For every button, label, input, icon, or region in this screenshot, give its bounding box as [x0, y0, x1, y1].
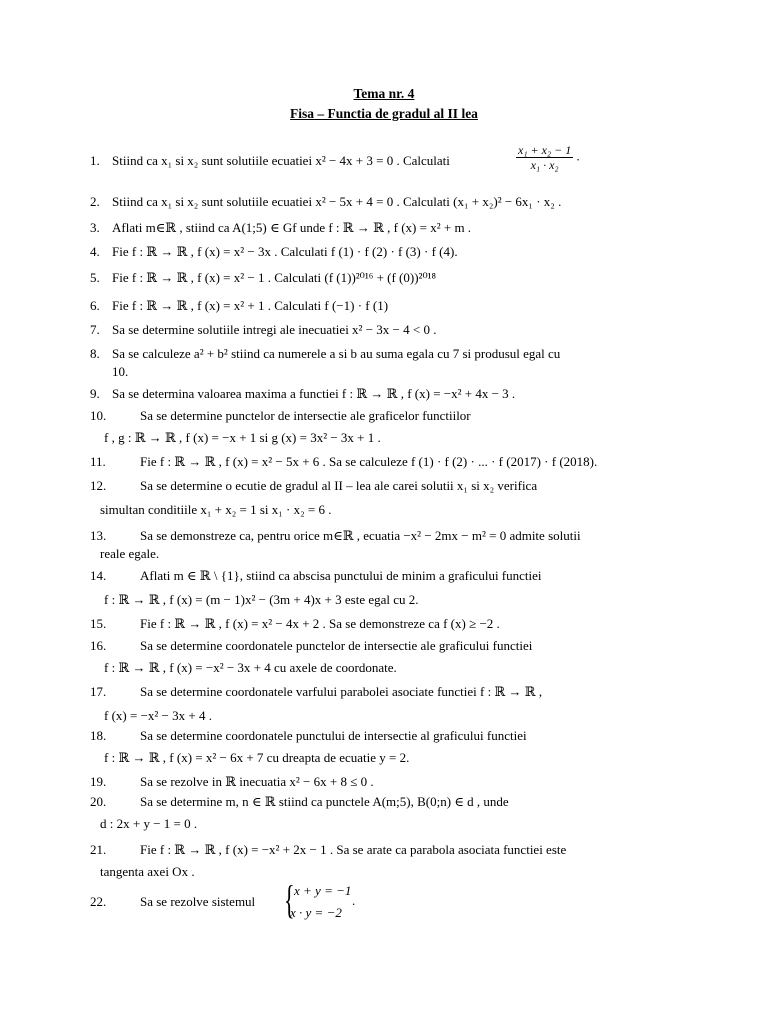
exercise-text: Sa se determina valoarea maxima a functiei f : ℝ → ℝ , f (x) = −x² + 4x − 3 .	[112, 386, 516, 401]
exercise-line-l5	[0, 268, 768, 288]
exercise-line-l13b	[0, 544, 768, 564]
exercise-line-l18	[0, 726, 768, 746]
exercise-text: f (x) = −x² − 3x + 4 .	[104, 708, 212, 723]
exercise-number: 19.	[90, 774, 107, 789]
exercise-number: 22.	[90, 894, 107, 909]
exercise-text: Sa se calculeze a² + b² stiind ca numerele a si b au suma egala cu 7 si produsul egal cu	[112, 346, 561, 361]
fraction-period: .	[576, 148, 580, 164]
exercise-line-l15	[0, 614, 768, 634]
exercise-line-l10	[0, 406, 768, 426]
exercise-line-l12	[0, 476, 768, 496]
exercise-number: 5.	[90, 270, 100, 285]
exercise-text: Sa se rezolve in ℝ inecuatia x² − 6x + 8 ≤ 0 .	[140, 774, 374, 789]
system-brace: {	[284, 877, 295, 922]
exercise-number: 20.	[90, 794, 107, 809]
exercise-line-l21b	[0, 862, 768, 882]
exercise-line-l20	[0, 792, 768, 812]
exercise-line-l17b	[0, 706, 768, 726]
page-title: Tema nr. 4	[353, 86, 415, 101]
exercise-line-l12b	[0, 500, 768, 520]
exercise-number: 7.	[90, 322, 100, 337]
exercise-text: Sa se determine coordonatele varfului parabolei asociate functiei f : ℝ → ℝ ,	[140, 684, 543, 699]
exercise-number: 14.	[90, 568, 107, 583]
exercise-line-l9	[0, 384, 768, 404]
exercise-text: Fie f : ℝ → ℝ , f (x) = x² + 1 . Calculati f (−1) · f (1)	[112, 298, 389, 313]
exercise-text: f : ℝ → ℝ , f (x) = −x² − 3x + 4 cu axele de coordonate.	[104, 660, 397, 675]
exercise-line-l7	[0, 320, 768, 340]
exercise-text: Aflati m ∈ ℝ \ {1}, stiind ca abscisa punctului de minim a graficului functiei	[140, 568, 542, 583]
exercise-text: Stiind ca x₁ si x₂ sunt solutiile ecuatiei x² − 4x + 3 = 0 . Calculati	[112, 153, 450, 168]
exercise-text: f , g : ℝ → ℝ , f (x) = −x + 1 si g (x) = 3x² − 3x + 1 .	[104, 430, 381, 445]
exercise-number: 9.	[90, 386, 100, 401]
fraction-numerator: x₁ + x₂ − 1	[518, 143, 572, 157]
exercise-text: Sa se determine m, n ∈ ℝ stiind ca punctele A(m;5), B(0;n) ∈ d , unde	[140, 794, 509, 809]
exercise-line-l10b	[0, 428, 768, 448]
exercise-text: Fie f : ℝ → ℝ , f (x) = x² − 5x + 6 . Sa se calculeze f (1) · f (2) · ... · f (2017) · f (2018).	[140, 454, 598, 469]
exercise-text: f : ℝ → ℝ , f (x) = x² − 6x + 7 cu dreapta de ecuatie y = 2.	[104, 750, 410, 765]
exercise-text: d : 2x + y − 1 = 0 .	[100, 816, 198, 831]
exercise-number: 8.	[90, 346, 100, 361]
exercise-text: 10.	[112, 364, 129, 379]
exercise-number: 1.	[90, 153, 100, 168]
exercise-text: Aflati m∈ℝ , stiind ca A(1;5) ∈ Gf unde f : ℝ → ℝ , f (x) = x² + m .	[112, 220, 472, 235]
exercise-text: Fie f : ℝ → ℝ , f (x) = x² − 1 . Calculati (f (1))²⁰¹⁶ + (f (0))²⁰¹⁸	[112, 270, 437, 285]
exercise-text: Sa se rezolve sistemul	[140, 894, 256, 909]
exercise-text: Sa se determine o ecutie de gradul al II – lea ale carei solutii x₁ si x₂ verifica	[140, 478, 538, 493]
exercise-line-l22	[0, 892, 768, 912]
exercise-line-l17	[0, 682, 768, 702]
exercise-line-l20b	[0, 814, 768, 834]
fraction-denominator: x₁ · x₂	[530, 158, 559, 172]
exercise-number: 17.	[90, 684, 107, 699]
exercise-line-l13	[0, 526, 768, 546]
exercise-number: 3.	[90, 220, 100, 235]
exercise-line-l8b	[0, 362, 768, 382]
exercise-number: 13.	[90, 528, 107, 543]
exercise-text: Stiind ca x₁ si x₂ sunt solutiile ecuatiei x² − 5x + 4 = 0 . Calculati (x₁ + x₂)² − 6x₁ · x₂ .	[112, 194, 562, 209]
exercise-number: 16.	[90, 638, 107, 653]
exercise-number: 2.	[90, 194, 100, 209]
exercise-line-l16b	[0, 658, 768, 678]
exercise-line-l16	[0, 636, 768, 656]
exercise-line-l11	[0, 452, 768, 472]
exercise-text: simultan conditiile x₁ + x₂ = 1 si x₁ · x₂ = 6 .	[100, 502, 332, 517]
exercise-line-l18b	[0, 748, 768, 768]
system-equation-1: x + y = −1	[294, 883, 352, 898]
exercise-number: 21.	[90, 842, 107, 857]
exercise-line-l14b	[0, 590, 768, 610]
exercise-line-l8	[0, 344, 768, 364]
exercise-number: 11.	[90, 454, 106, 469]
exercise-line-l19	[0, 772, 768, 792]
system-equation-2: x · y = −2	[290, 905, 342, 920]
exercise-text: f : ℝ → ℝ , f (x) = (m − 1)x² − (3m + 4)x + 3 este egal cu 2.	[104, 592, 419, 607]
system-period: .	[352, 893, 356, 908]
exercise-number: 15.	[90, 616, 107, 631]
exercise-text: Sa se determine punctelor de intersectie ale graficelor functiilor	[140, 408, 471, 423]
exercise-number: 12.	[90, 478, 107, 493]
exercise-text: Fie f : ℝ → ℝ , f (x) = −x² + 2x − 1 . Sa se arate ca parabola asociata functiei este	[140, 842, 567, 857]
exercise-number: 6.	[90, 298, 100, 313]
exercise-text: Fie f : ℝ → ℝ , f (x) = x² − 4x + 2 . Sa se demonstreze ca f (x) ≥ −2 .	[140, 616, 500, 631]
exercise-text: reale egale.	[100, 546, 160, 561]
exercise-line-l21	[0, 840, 768, 860]
exercise-text: Sa se determine coordonatele punctului de intersectie al graficului functiei	[140, 728, 527, 743]
exercise-1-fraction	[516, 143, 580, 172]
exercise-text: tangenta axei Ox .	[100, 864, 195, 879]
exercise-text: Fie f : ℝ → ℝ , f (x) = x² − 3x . Calculati f (1) · f (2) · f (3) · f (4).	[112, 244, 458, 259]
exercise-line-l3	[0, 218, 768, 238]
exercise-text: Sa se determine solutiile intregi ale inecuatiei x² − 3x − 4 < 0 .	[112, 322, 437, 337]
exercise-text: Sa se determine coordonatele punctelor de intersectie ale graficului functiei	[140, 638, 533, 653]
exercise-number: 18.	[90, 728, 107, 743]
exercise-number: 4.	[90, 244, 100, 259]
exercise-line-l6	[0, 296, 768, 316]
exercise-line-l2	[0, 192, 768, 212]
exercise-text: Sa se demonstreze ca, pentru orice m∈ℝ , ecuatia −x² − 2mx − m² = 0 admite solutii	[140, 528, 581, 543]
exercise-number: 10.	[90, 408, 107, 423]
exercise-line-l4	[0, 242, 768, 262]
exercise-line-l14	[0, 566, 768, 586]
page-subtitle: Fisa – Functia de gradul al II lea	[290, 106, 478, 121]
exercise-line-l1	[0, 151, 768, 171]
